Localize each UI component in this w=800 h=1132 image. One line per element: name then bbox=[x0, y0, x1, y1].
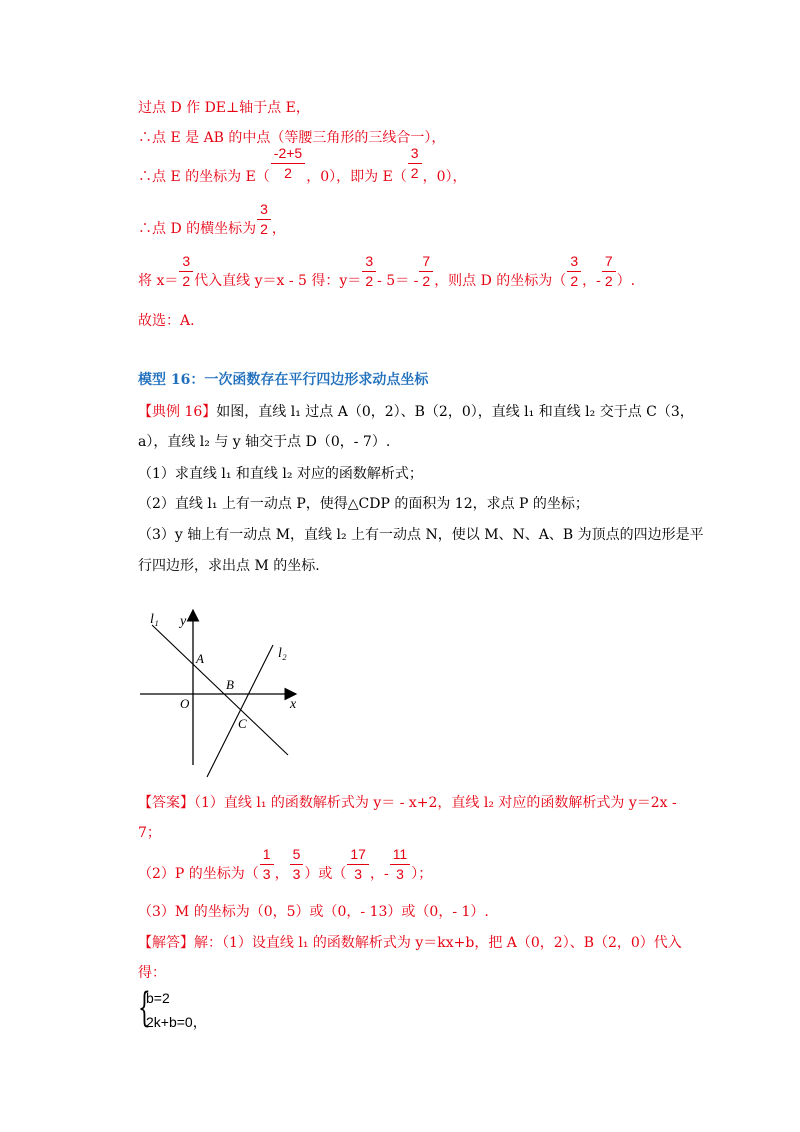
text: - 5＝ - bbox=[377, 273, 419, 289]
equation: b=2 bbox=[146, 990, 170, 1006]
coordinate-figure bbox=[130, 605, 310, 785]
text: 将 x＝ bbox=[138, 273, 179, 289]
solution-line: 过点 D 作 DE⊥轴于点 E， bbox=[138, 100, 310, 116]
label-A: A bbox=[196, 651, 204, 666]
question-part: （1）求直线 l₁ 和直线 l₂ 对应的函数解析式； bbox=[138, 466, 423, 482]
text: ，0）， bbox=[422, 169, 467, 185]
text: ）； bbox=[411, 866, 433, 882]
answer-line bbox=[138, 845, 433, 893]
solution-line: ∴点 E 是 AB 的中点（等腰三角形的三线合一）， bbox=[138, 130, 446, 146]
text: ）. bbox=[616, 273, 636, 289]
text: ，- bbox=[369, 866, 389, 882]
text: 代入直线 y＝x - 5 得：y＝ bbox=[194, 273, 362, 289]
question-part: （3）y 轴上有一动点 M，直线 l₂ 上有一动点 N，使以 M、N、A、B 为顶点的四边形是平 bbox=[138, 527, 704, 543]
solution-line: 故选：A. bbox=[138, 313, 195, 329]
fraction: $\frac{5}{3}$ bbox=[290, 846, 304, 883]
fraction: $\frac{-2+5}{2}$ bbox=[271, 145, 305, 182]
text: （1）直线 l₁ 的函数解析式为 y＝ - x+2，直线 l₂ 对应的函数解析式为 y＝2x - bbox=[194, 795, 677, 811]
fraction: $\frac{3}{2}$ bbox=[257, 201, 271, 238]
label-B: B bbox=[226, 677, 234, 692]
solution-line: 得： bbox=[138, 965, 166, 981]
text: ∴点 E 的坐标为 E（ bbox=[138, 169, 270, 185]
line-l1 bbox=[152, 625, 288, 755]
model-title: 模型 16：一次函数存在平行四边形求动点坐标 bbox=[138, 372, 429, 388]
text: 解：（1）设直线 l₁ 的函数解析式为 y＝kx+b，把 A（0，2）、B（2，0）代入 bbox=[194, 935, 682, 951]
text: ∴点 D 的横坐标为 bbox=[138, 221, 257, 237]
equation: 2k+b=0， bbox=[146, 1014, 207, 1031]
solution-line bbox=[138, 144, 467, 196]
answer-tag: 【答案】 bbox=[138, 795, 194, 811]
text: （2）P 的坐标为（ bbox=[138, 866, 259, 882]
text: ， bbox=[271, 221, 286, 237]
solution-line bbox=[138, 200, 286, 248]
fraction: $\frac{1}{3}$ bbox=[260, 846, 274, 883]
text: ， bbox=[274, 866, 289, 882]
text: ，- bbox=[582, 273, 601, 289]
example-question: a），直线 l₂ 与 y 轴交于点 D（0，- 7）. bbox=[138, 434, 391, 450]
fraction: $\frac{11}{3}$ bbox=[390, 846, 411, 883]
brace: { bbox=[138, 985, 151, 1031]
label-O: O bbox=[180, 696, 190, 711]
solution-line bbox=[138, 933, 682, 953]
example-tag: 【典例 16】 bbox=[138, 404, 217, 420]
label-y: y bbox=[180, 614, 187, 629]
fraction: $\frac{3}{2}$ bbox=[408, 145, 422, 182]
fraction: $\frac{3}{2}$ bbox=[567, 253, 581, 290]
fraction: $\frac{7}{2}$ bbox=[419, 253, 433, 290]
text: ，则点 D 的坐标为（ bbox=[434, 273, 567, 289]
label-l1: l₁ bbox=[150, 612, 159, 627]
label-x: x bbox=[290, 697, 297, 712]
text: ，0），即为 E（ bbox=[306, 169, 407, 185]
fraction: $\frac{3}{2}$ bbox=[179, 253, 193, 290]
example-question bbox=[138, 402, 694, 422]
solution-tag: 【解答】 bbox=[138, 935, 194, 951]
solution-line bbox=[138, 252, 636, 300]
line-l2 bbox=[207, 645, 273, 777]
label-C: C bbox=[238, 716, 247, 731]
text: ）或（ bbox=[304, 866, 347, 882]
question-part: 行四边形，求出点 M 的坐标. bbox=[138, 558, 320, 574]
answer-line: （3）M 的坐标为（0，5）或（0，- 13）或（0，- 1）. bbox=[138, 904, 489, 920]
question-part: （2）直线 l₁ 上有一动点 P，使得△CDP 的面积为 12，求点 P 的坐标； bbox=[138, 496, 589, 512]
fraction: $\frac{17}{3}$ bbox=[347, 846, 369, 883]
answer-line bbox=[138, 793, 677, 813]
fraction: $\frac{3}{2}$ bbox=[362, 253, 376, 290]
text: 如图，直线 l₁ 过点 A（0，2）、B（2，0），直线 l₁ 和直线 l₂ 交于点 C（3， bbox=[216, 404, 694, 420]
answer-line: 7； bbox=[138, 825, 161, 841]
fraction: $\frac{7}{2}$ bbox=[602, 253, 616, 290]
label-l2: l₂ bbox=[278, 646, 287, 661]
